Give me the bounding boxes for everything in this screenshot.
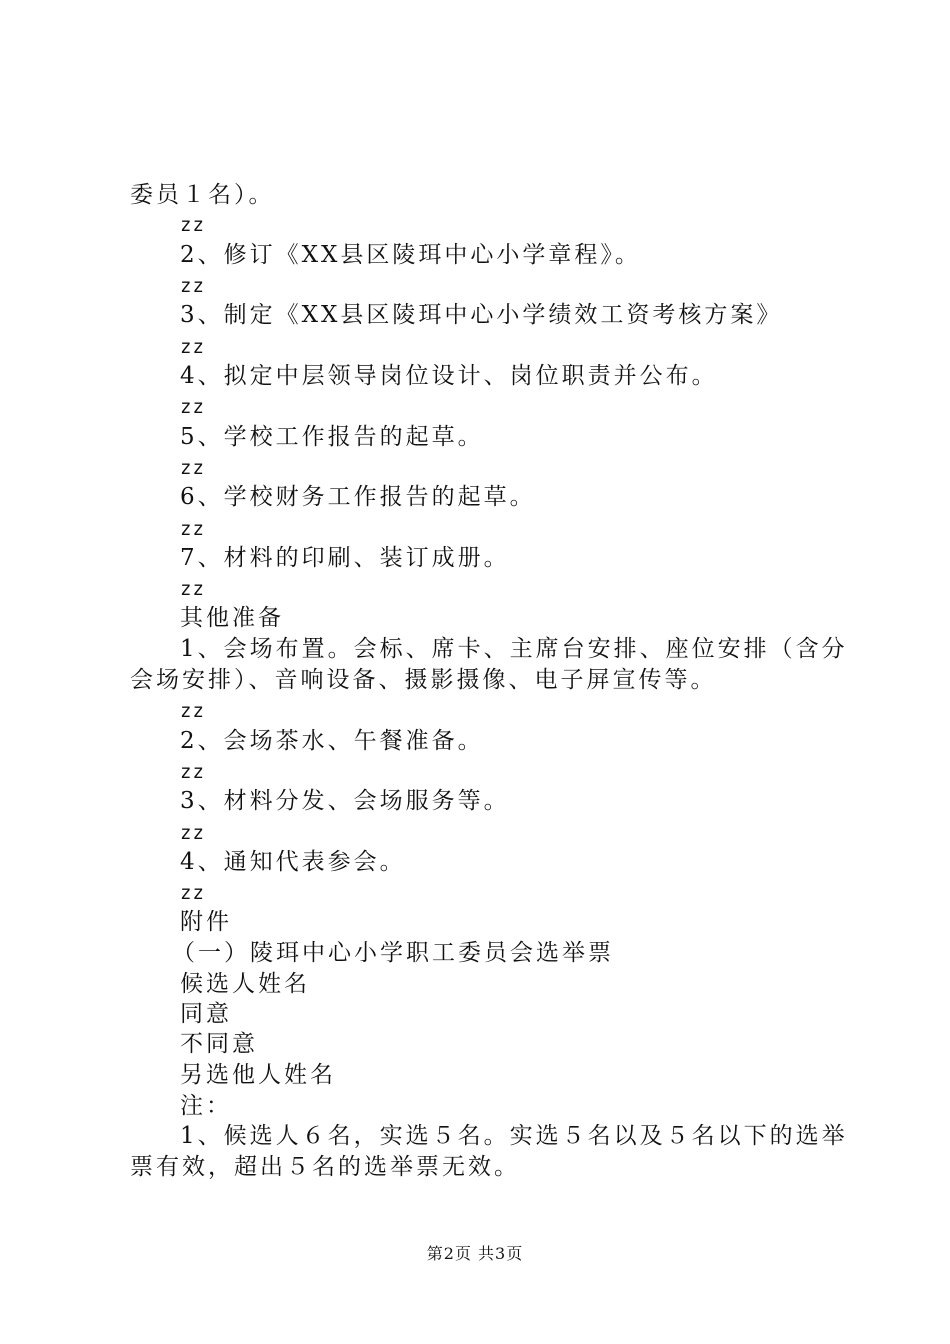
text-line: 4、通知代表参会。 (180, 849, 406, 875)
separator-mark: zz (180, 700, 205, 722)
section-heading: 附件 (180, 909, 232, 935)
text-line: 另选他人姓名 (180, 1062, 336, 1088)
text-line: 不同意 (180, 1031, 258, 1057)
text-line: 7、材料的印刷、装订成册。 (180, 545, 510, 571)
text-line: 3、制定《XX县区陵珥中心小学绩效工资考核方案》 (180, 302, 783, 328)
page-number-footer: 第2页 共3页 (426, 1244, 524, 1263)
text-line: 委员１名）。 (130, 182, 275, 208)
text-line: 票有效，超出５名的选举票无效。 (130, 1154, 520, 1180)
separator-mark: zz (180, 882, 205, 904)
text-line: 5、学校工作报告的起草。 (180, 424, 484, 450)
text-line: 1、会场布置。会标、席卡、主席台安排、座位安排（含分 (180, 636, 848, 662)
separator-mark: zz (180, 396, 205, 418)
text-line: 6、学校财务工作报告的起草。 (180, 484, 536, 510)
separator-mark: zz (180, 336, 205, 358)
text-line: 同意 (180, 1001, 232, 1027)
separator-mark: zz (180, 761, 205, 783)
separator-mark: zz (180, 275, 205, 297)
text-line: 1、候选人６名，实选５名。实选５名以及５名以下的选举 (180, 1123, 848, 1149)
text-line: 注： (180, 1093, 232, 1119)
text-line: 3、材料分发、会场服务等。 (180, 788, 510, 814)
text-line: 2、会场茶水、午餐准备。 (180, 728, 484, 754)
text-line: 2、修订《XX县区陵珥中心小学章程》。 (180, 242, 641, 268)
text-line: （一）陵珥中心小学职工委员会选举票 (172, 940, 614, 966)
text-line: 会场安排）、音响设备、摄影摄像、电子屏宣传等。 (130, 667, 717, 693)
text-line: 候选人姓名 (180, 971, 310, 997)
separator-mark: zz (180, 457, 205, 479)
separator-mark: zz (180, 822, 205, 844)
text-line: 4、拟定中层领导岗位设计、岗位职责并公布。 (180, 363, 718, 389)
section-heading: 其他准备 (180, 605, 284, 631)
separator-mark: zz (180, 518, 205, 540)
separator-mark: zz (180, 578, 205, 600)
separator-mark: zz (180, 214, 205, 236)
